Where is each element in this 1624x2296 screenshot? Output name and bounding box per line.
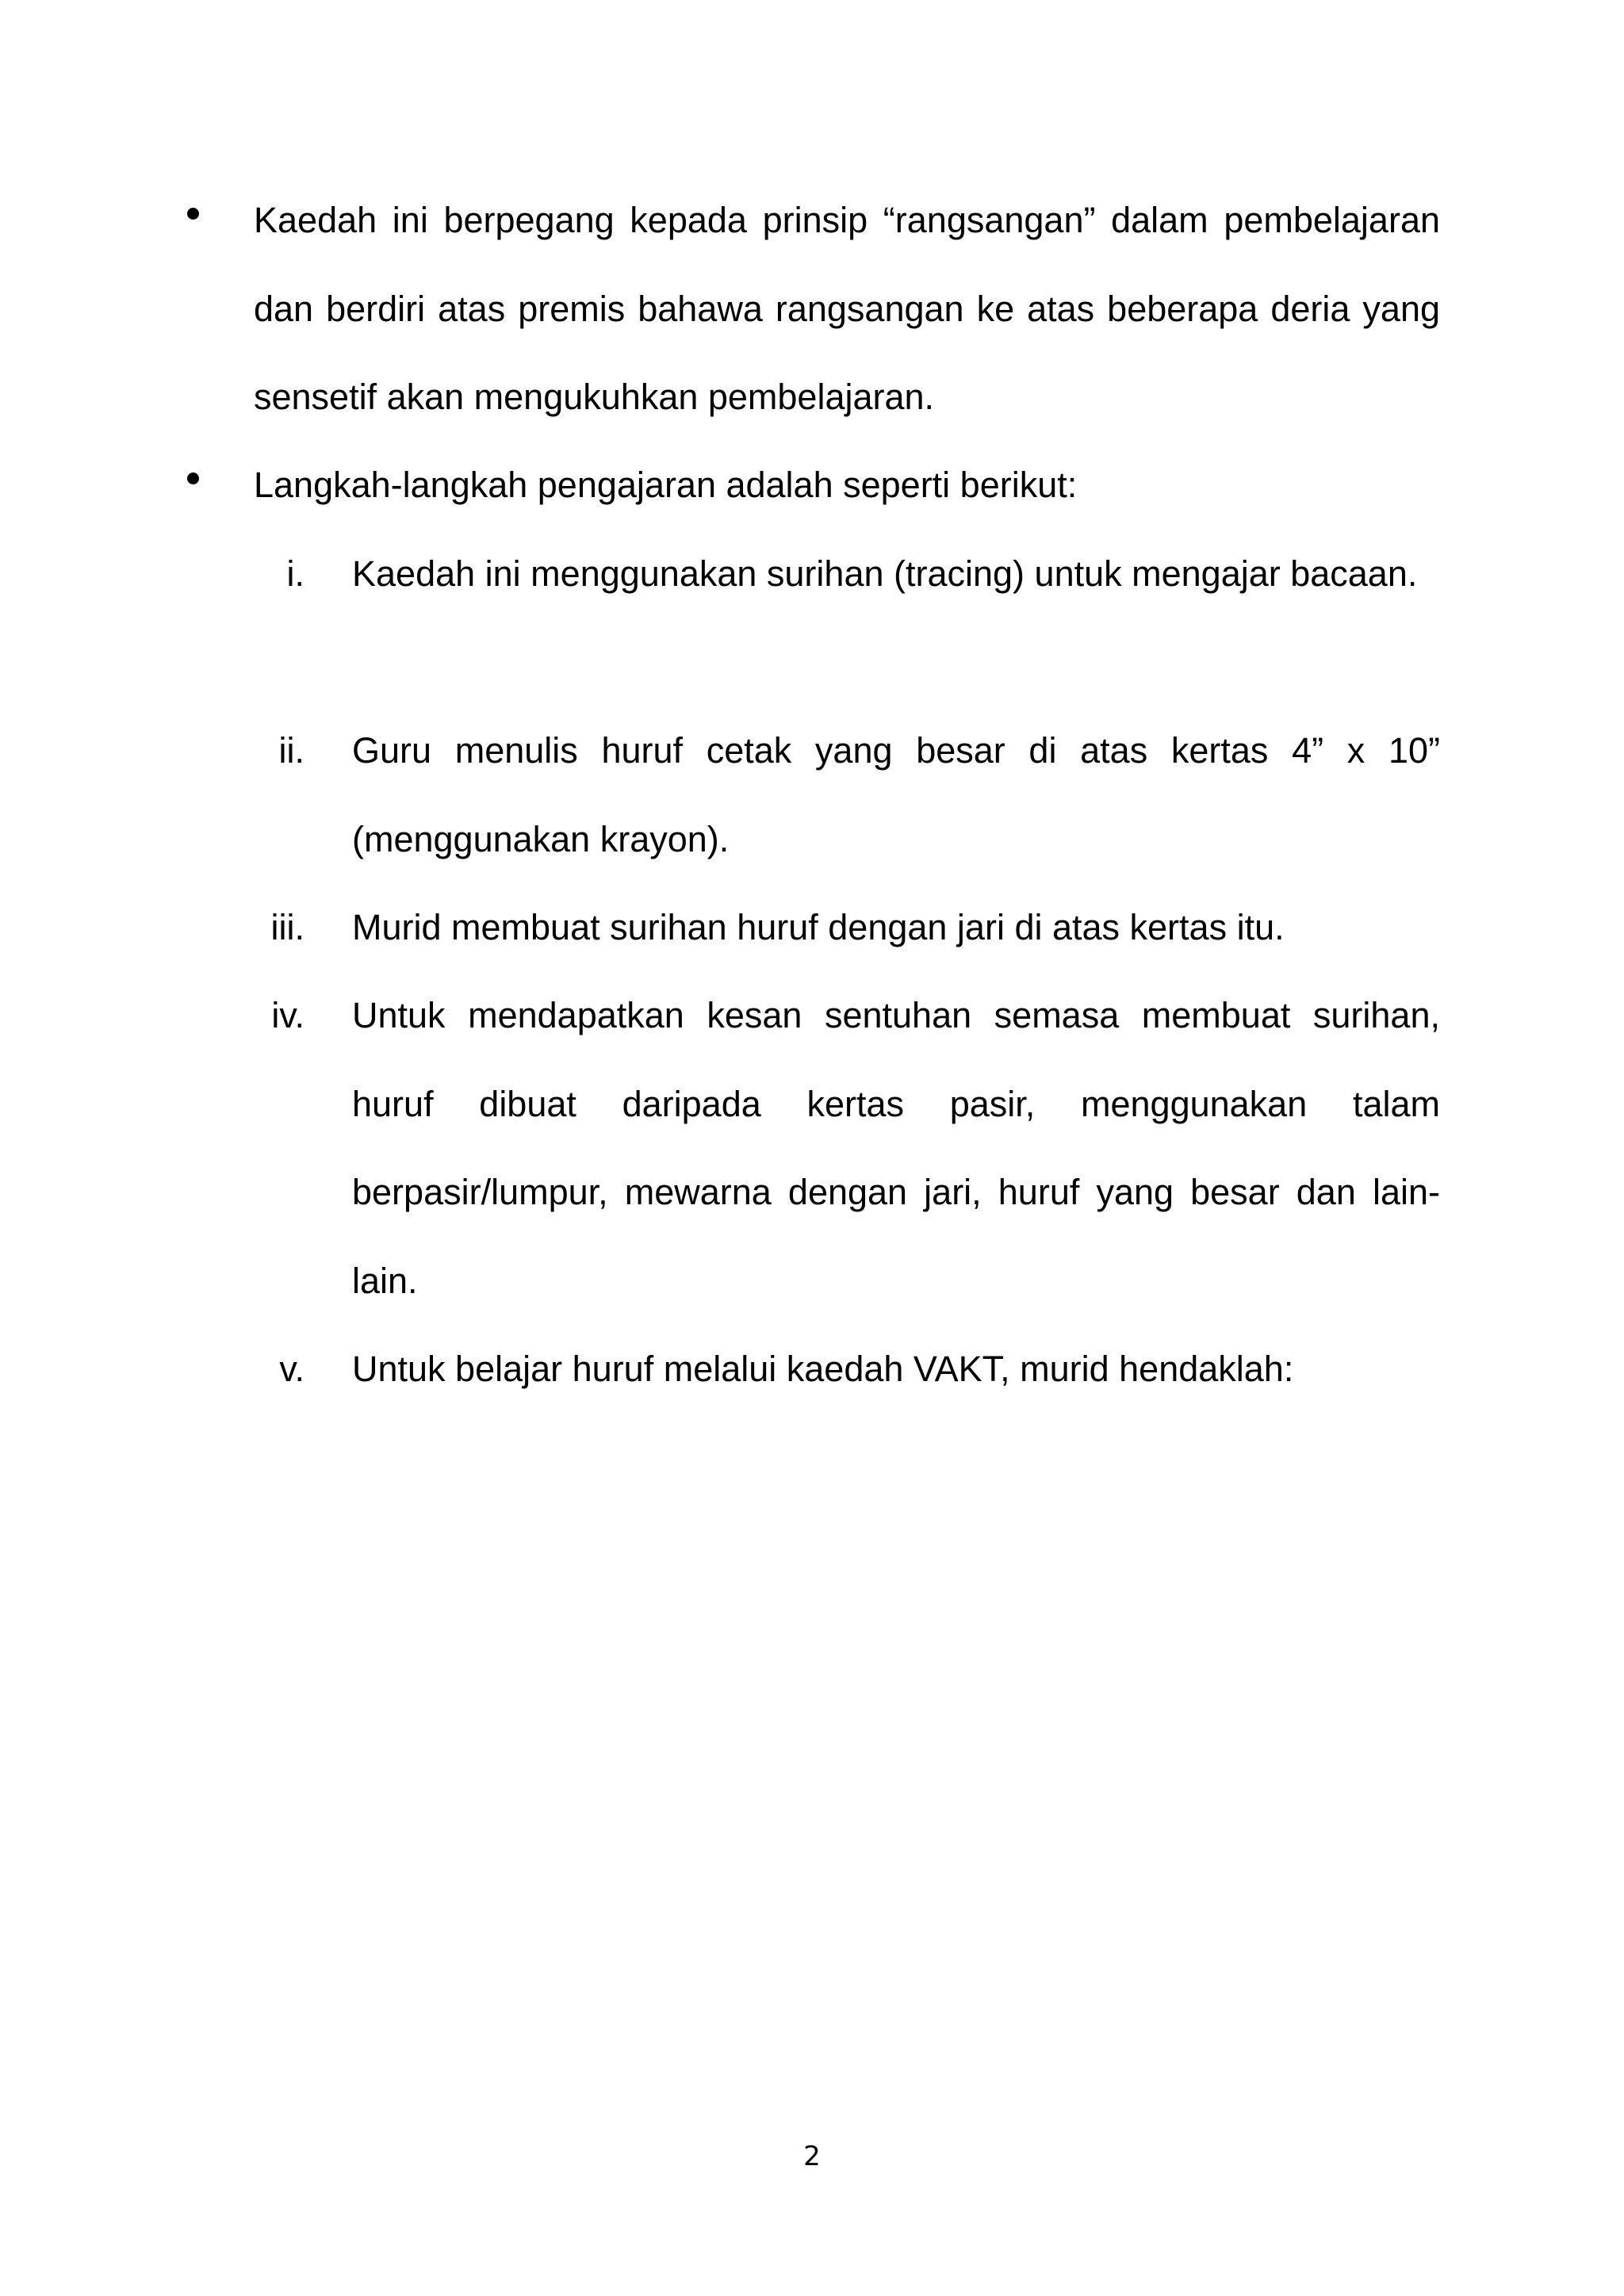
step-marker: i.	[286, 553, 304, 594]
page-number: 2	[803, 2141, 821, 2172]
step-text: Untuk belajar huruf melalui kaedah VAKT, murid hendaklah:	[352, 1349, 1294, 1389]
step-marker: ii.	[278, 730, 304, 771]
step-text: Kaedah ini menggunakan surihan (tracing) untuk mengajar bacaan.	[352, 553, 1418, 594]
step-text: Guru menulis huruf cetak yang besar di atas kertas 4” x 10” (menggunakan krayon).	[352, 730, 1440, 859]
step-marker: v.	[279, 1349, 304, 1389]
bullet-text: Kaedah ini berpegang kepada prinsip “rangsangan” dalam pembelajaran dan berdiri atas premis bahawa rangsangan ke atas beberapa deria yang sensetif akan mengukuhkan pembelajaran.	[254, 200, 1440, 417]
step-text: Murid membuat surihan huruf dengan jari di atas kertas itu.	[352, 907, 1285, 947]
step-marker: iii.	[270, 907, 304, 947]
bullet-text: Langkah-langkah pengajaran adalah seperti berikut:	[254, 465, 1078, 505]
bullet-dot-icon	[187, 208, 199, 220]
step-marker: iv.	[271, 995, 304, 1035]
step-text: Untuk mendapatkan kesan sentuhan semasa membuat surihan, huruf dibuat daripada kertas pasir, menggunakan talam berpasir/lumpur, mewarna dengan jari, huruf yang besar dan lain-lain.	[352, 995, 1440, 1301]
bullet-dot-icon	[187, 473, 199, 484]
